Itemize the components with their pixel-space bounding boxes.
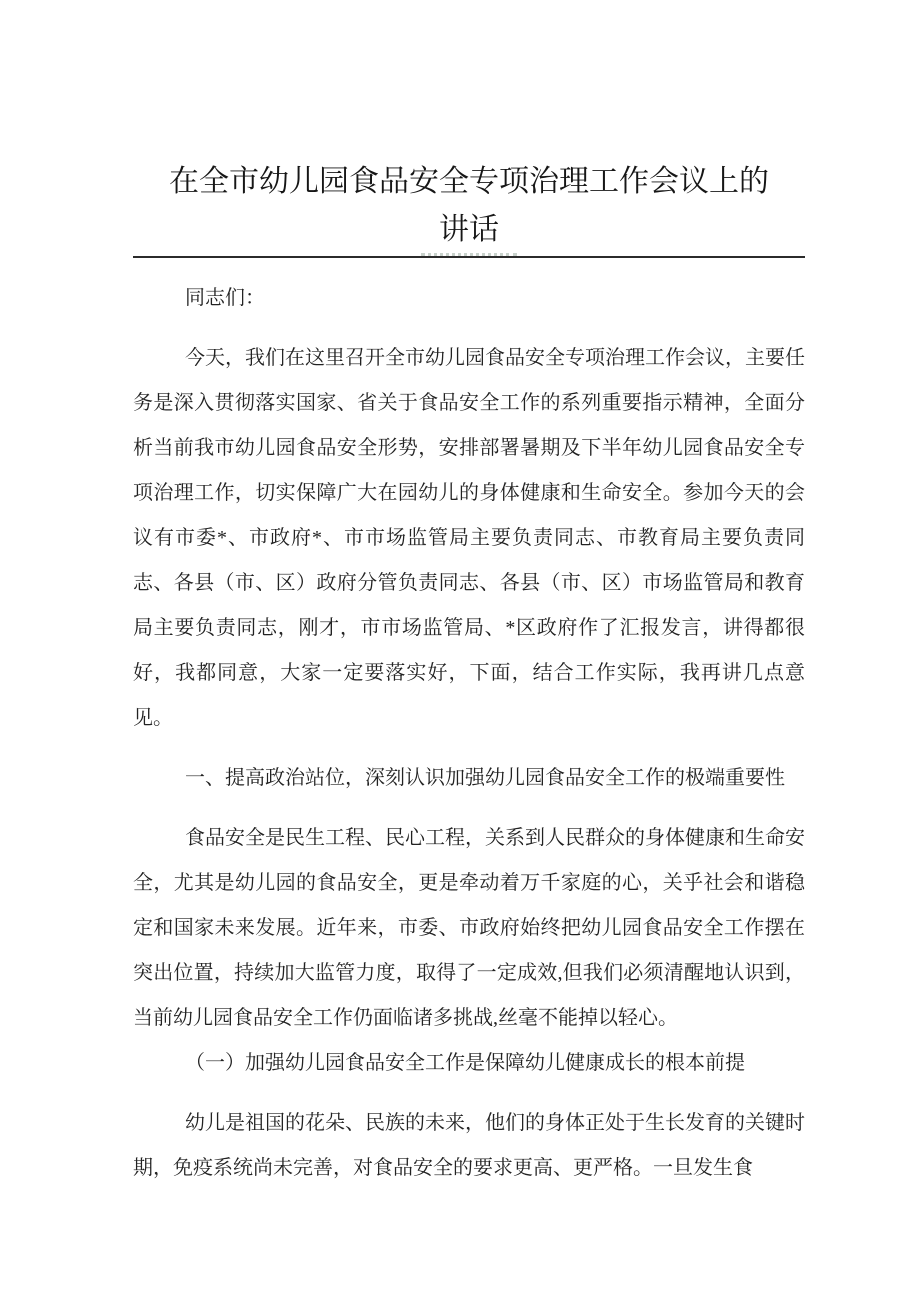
- title-line-2: 讲话: [439, 213, 499, 246]
- document-body: [133, 276, 805, 1191]
- paragraph: 幼儿是祖国的花朵、民族的未来，他们的身体正处于生长发育的关键时期，免疫系统尚未完善，对食品安全的要求更高、更严格。一旦发生食: [133, 1112, 805, 1179]
- title-line-1: 在全市幼儿园食品安全专项治理工作会议上的: [169, 165, 769, 198]
- document-content: [133, 0, 805, 1191]
- paragraph: 今天，我们在这里召开全市幼儿园食品安全专项治理工作会议，主要任务是深入贯彻落实国家、省关于食品安全工作的系列重要指示精神，全面分析当前我市幼儿园食品安全形势，安排部署暑期及下半年幼儿园食品安全专项治理工作，切实保障广大在园幼儿的身体健康和生命安全。参加今天的会议有市委*、市政府*、市市场监管局主要负责同志、市教育局主要负责同志、各县（市、区）政府分管负责同志、各县（市、区）市场监管局和教育局主要负责同志，刚才，市市场监管局、*区政府作了汇报发言，讲得都很好，我都同意，大家一定要落实好，下面，结合工作实际，我再讲几点意见。: [133, 347, 805, 729]
- section-heading-level1: 一、提高政治站位，深刻认识加强幼儿园食品安全工作的极端重要性: [185, 767, 785, 789]
- watermark-artifact: [421, 253, 517, 256]
- document-title: [133, 158, 805, 258]
- paragraph: 食品安全是民生工程、民心工程，关系到人民群众的身体健康和生命安全，尤其是幼儿园的食品安全，更是牵动着万千家庭的心，关乎社会和谐稳定和国家未来发展。近年来，市委、市政府始终把幼儿园食品安全工作摆在突出位置，持续加大监管力度，取得了一定成效,但我们必须清醒地认识到，当前幼儿园食品安全工作仍面临诸多挑战,丝毫不能掉以轻心。: [133, 827, 805, 1029]
- section-heading-level2: （一）加强幼儿园食品安全工作是保障幼儿健康成长的根本前提: [185, 1052, 745, 1074]
- salutation: 同志们：: [185, 287, 265, 309]
